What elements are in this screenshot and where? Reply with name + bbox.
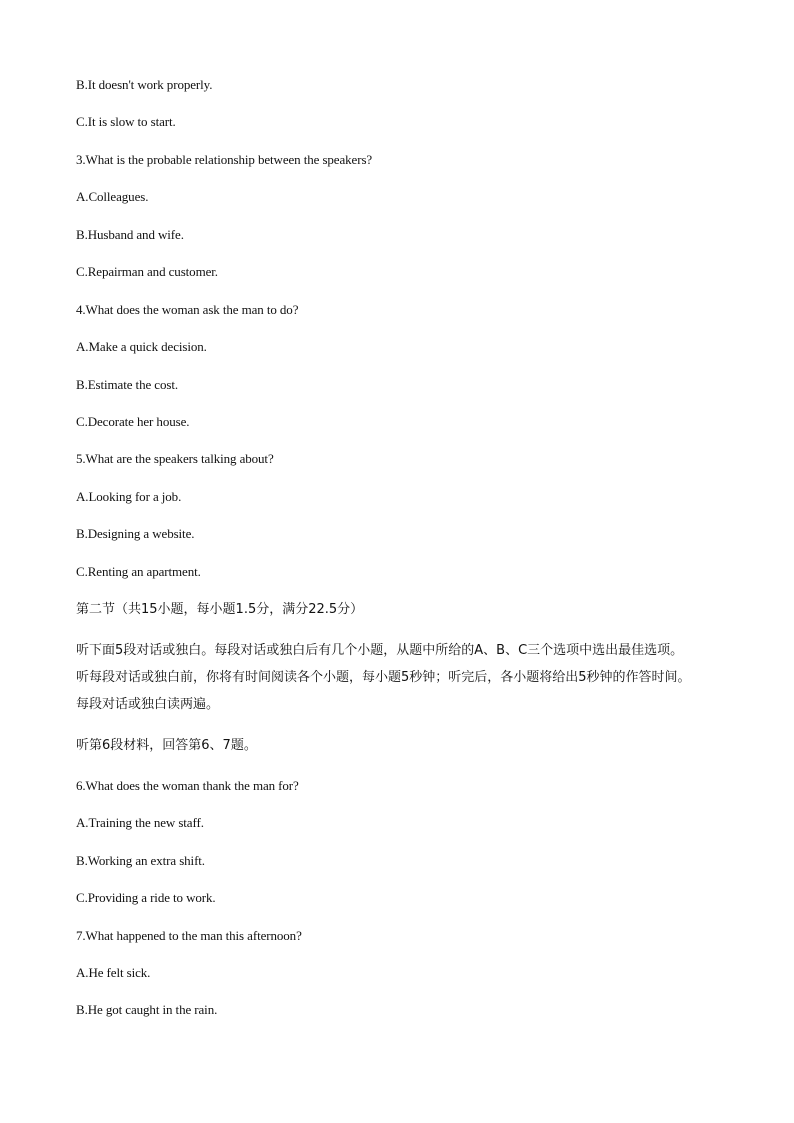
option-5c: C.Renting an apartment. [76, 564, 201, 579]
question-4: 4.What does the woman ask the man to do? [76, 302, 299, 317]
option-4b: B.Estimate the cost. [76, 377, 178, 392]
option-4c: C.Decorate her house. [76, 414, 190, 429]
option-5b: B.Designing a website. [76, 526, 195, 541]
option-6a: A.Training the new staff. [76, 815, 204, 830]
option-2b: B.It doesn't work properly. [76, 77, 213, 92]
option-6c: C.Providing a ride to work. [76, 890, 216, 905]
instruction-line-2: 听每段对话或独白前，你将有时间阅读各个小题，每小题5秒钟；听完后，各小题将给出5秒钟的作答时间。 [76, 670, 691, 685]
question-5: 5.What are the speakers talking about? [76, 451, 274, 466]
section-heading: 第二节（共15小题，每小题1.5分，满分22.5分） [76, 602, 364, 617]
option-3b: B.Husband and wife. [76, 227, 184, 242]
option-7a: A.He felt sick. [76, 965, 151, 980]
option-5a: A.Looking for a job. [76, 489, 182, 504]
question-6: 6.What does the woman thank the man for? [76, 778, 299, 793]
question-3: 3.What is the probable relationship between the speakers? [76, 152, 373, 167]
option-7b: B.He got caught in the rain. [76, 1002, 218, 1017]
option-3c: C.Repairman and customer. [76, 264, 218, 279]
option-6b: B.Working an extra shift. [76, 853, 205, 868]
option-4a: A.Make a quick decision. [76, 339, 207, 354]
material-6-heading: 听第6段材料，回答第6、7题。 [76, 738, 257, 753]
instruction-line-1: 听下面5段对话或独白。每段对话或独白后有几个小题，从题中所给的A、B、C三个选项中选出最佳选项。 [76, 643, 684, 658]
option-3a: A.Colleagues. [76, 189, 149, 204]
instruction-line-3: 每段对话或独白读两遍。 [76, 697, 220, 712]
question-7: 7.What happened to the man this afternoon? [76, 928, 302, 943]
option-2c: C.It is slow to start. [76, 114, 176, 129]
